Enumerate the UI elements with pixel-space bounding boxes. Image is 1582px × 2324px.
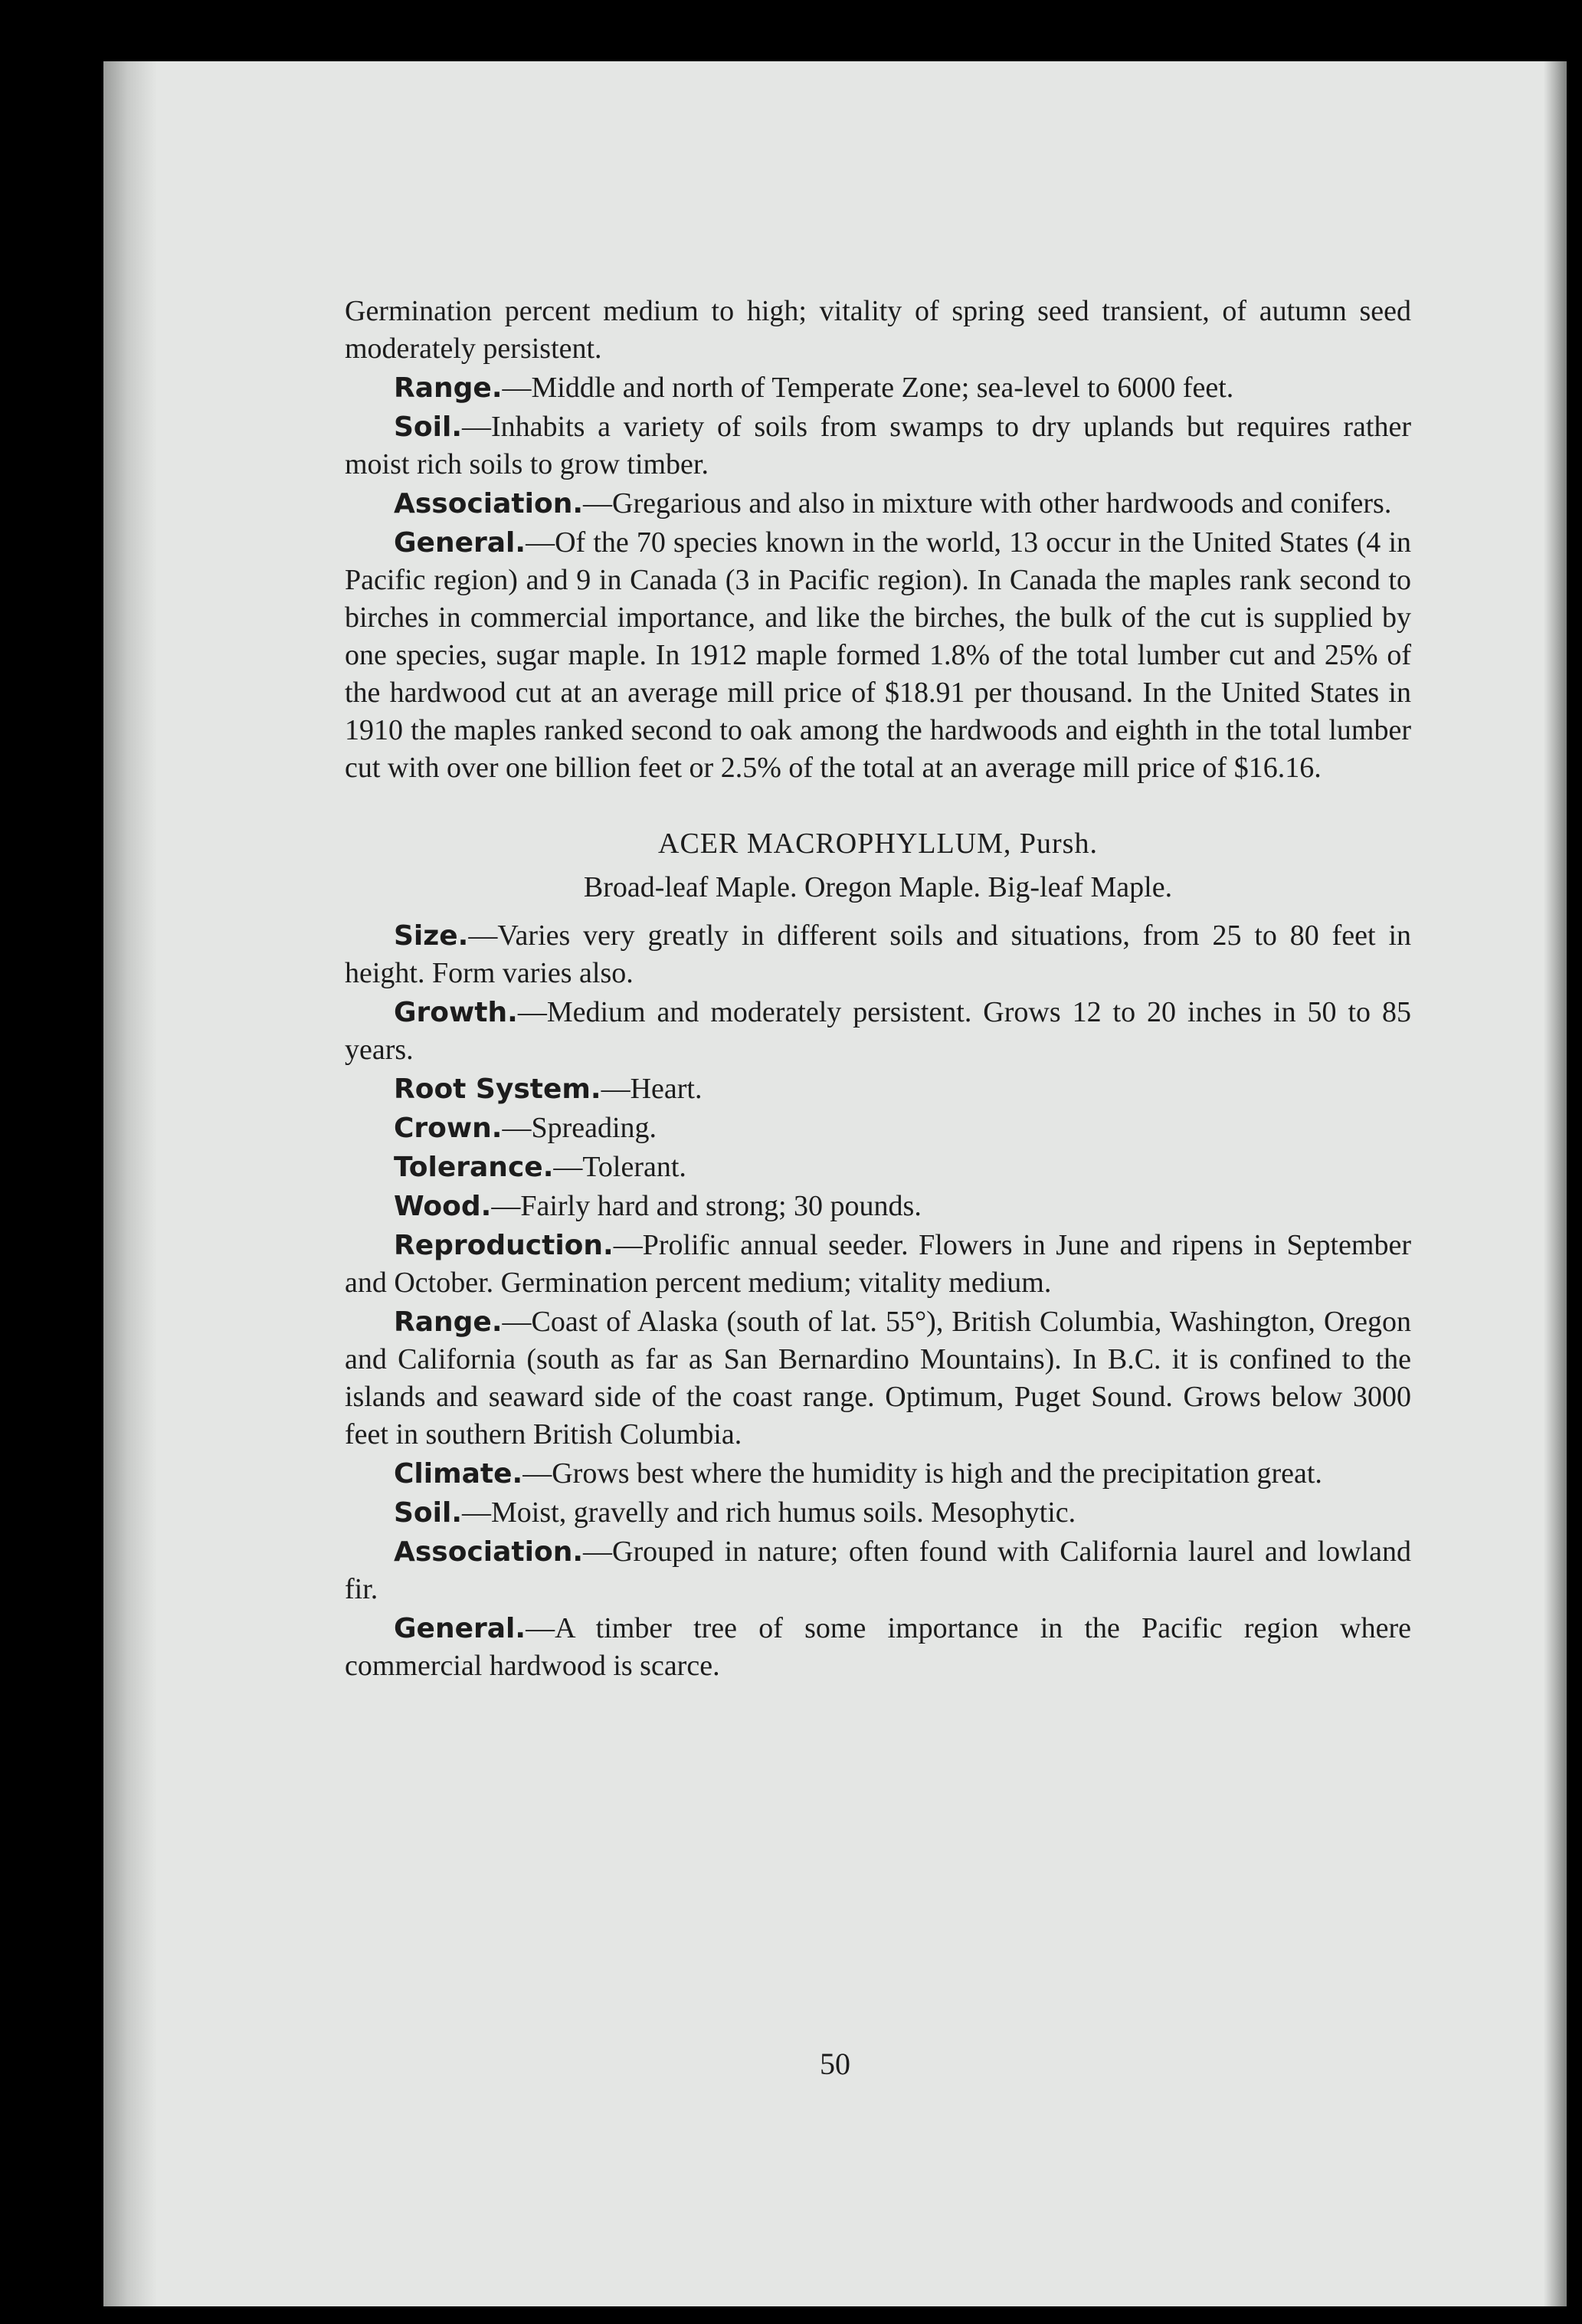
entry-text: —Prolific annual seeder. Flowers in June and ripens in September and October. Germination percent medium; vitality medium.	[345, 1229, 1411, 1299]
entry-label: Growth.	[394, 997, 518, 1028]
entry-size	[345, 917, 1411, 992]
entry-label: Crown.	[394, 1113, 503, 1144]
entry-label: Association.	[394, 1536, 584, 1568]
range-text: —Middle and north of Temperate Zone; sea-level to 6000 feet.	[502, 372, 1234, 404]
entry-label: Climate.	[394, 1458, 523, 1490]
entry-text: —Varies very greatly in different soils and situations, from 25 to 80 feet in height. Form varies also.	[345, 919, 1411, 989]
soil-paragraph	[345, 408, 1411, 483]
soil-text: —Inhabits a variety of soils from swamps to dry uplands but requires rather moist rich soils to grow timber.	[345, 411, 1411, 480]
entry-crown	[345, 1110, 1411, 1147]
entry-range	[345, 1303, 1411, 1454]
entry-text: —Spreading.	[502, 1112, 657, 1144]
species-title: ACER MACROPHYLLUM, Pursh.	[658, 828, 1098, 860]
soil-label: Soil.	[394, 411, 463, 443]
binding-shadow	[103, 61, 157, 2306]
entry-wood	[345, 1188, 1411, 1225]
entry-text: —Coast of Alaska (south of lat. 55°), British Columbia, Washington, Oregon and California (south as far as San Bernardino Mountains). In B.C. it is confined to the islands and seaward side of the coast range. Optimum, Puget Sound. Grows below 3000 feet in southern British Columbia.	[345, 1306, 1411, 1450]
germination-paragraph: Germination percent medium to high; vitality of spring seed transient, of autumn seed moderately persistent.	[345, 295, 1411, 365]
entry-label: Tolerance.	[394, 1152, 554, 1183]
entry-text: —Grows best where the humidity is high and the precipitation great.	[522, 1457, 1322, 1490]
entry-text: —A timber tree of some importance in the Pacific region where commercial hardwood is scarce.	[345, 1612, 1411, 1682]
association-label: Association.	[394, 488, 584, 520]
range-paragraph	[345, 369, 1411, 407]
entry-tolerance	[345, 1149, 1411, 1186]
book-page	[103, 61, 1567, 2306]
entry-root-system	[345, 1070, 1411, 1108]
entry-text: —Grouped in nature; often found with California laurel and lowland fir.	[345, 1536, 1411, 1605]
entry-association	[345, 1533, 1411, 1608]
entry-label: Wood.	[394, 1191, 492, 1222]
range-label: Range.	[394, 372, 503, 404]
page-number: 50	[820, 2047, 850, 2081]
association-text: —Gregarious and also in mixture with other hardwoods and conifers.	[583, 487, 1392, 520]
general-label: General.	[394, 527, 526, 559]
entry-text: —Heart.	[601, 1073, 703, 1105]
entry-label: Reproduction.	[394, 1230, 614, 1261]
entry-text: —Moist, gravelly and rich humus soils. Mesophytic.	[462, 1496, 1076, 1529]
entry-text: —Tolerant.	[553, 1151, 686, 1183]
entry-climate	[345, 1455, 1411, 1493]
entry-label: General.	[394, 1613, 526, 1644]
entry-label: Range.	[394, 1306, 503, 1338]
entry-label: Root System.	[394, 1073, 601, 1105]
entry-label: Size.	[394, 920, 469, 952]
general-text: —Of the 70 species known in the world, 13 occur in the United States (4 in Pacific region) and 9 in Canada (3 in Pacific region). In Canada the maples rank second to birches in commercial importance, and like the birches, the bulk of the cut is supplied by one species, sugar maple. In 1912 maple formed 1.8% of the total lumber cut and 25% of the hardwood cut at an average mill price of $18.91 per thousand. In the United States in 1910 the maples ranked second to oak among the hardwoods and eighth in the total lumber cut with over one billion feet or 2.5% of the total at an average mill price of $16.16.	[345, 526, 1411, 784]
page-edge	[1544, 61, 1567, 2306]
entry-general	[345, 1610, 1411, 1685]
entry-text: —Medium and moderately persistent. Grows 12 to 20 inches in 50 to 85 years.	[345, 996, 1411, 1066]
entry-reproduction	[345, 1227, 1411, 1302]
entry-text: —Fairly hard and strong; 30 pounds.	[491, 1190, 922, 1222]
page-text	[345, 293, 1411, 1686]
common-names: Broad-leaf Maple. Oregon Maple. Big-leaf Maple.	[583, 871, 1173, 903]
general-paragraph	[345, 524, 1411, 787]
entry-soil	[345, 1494, 1411, 1532]
association-paragraph	[345, 485, 1411, 523]
entry-label: Soil.	[394, 1497, 463, 1529]
entry-growth	[345, 994, 1411, 1069]
